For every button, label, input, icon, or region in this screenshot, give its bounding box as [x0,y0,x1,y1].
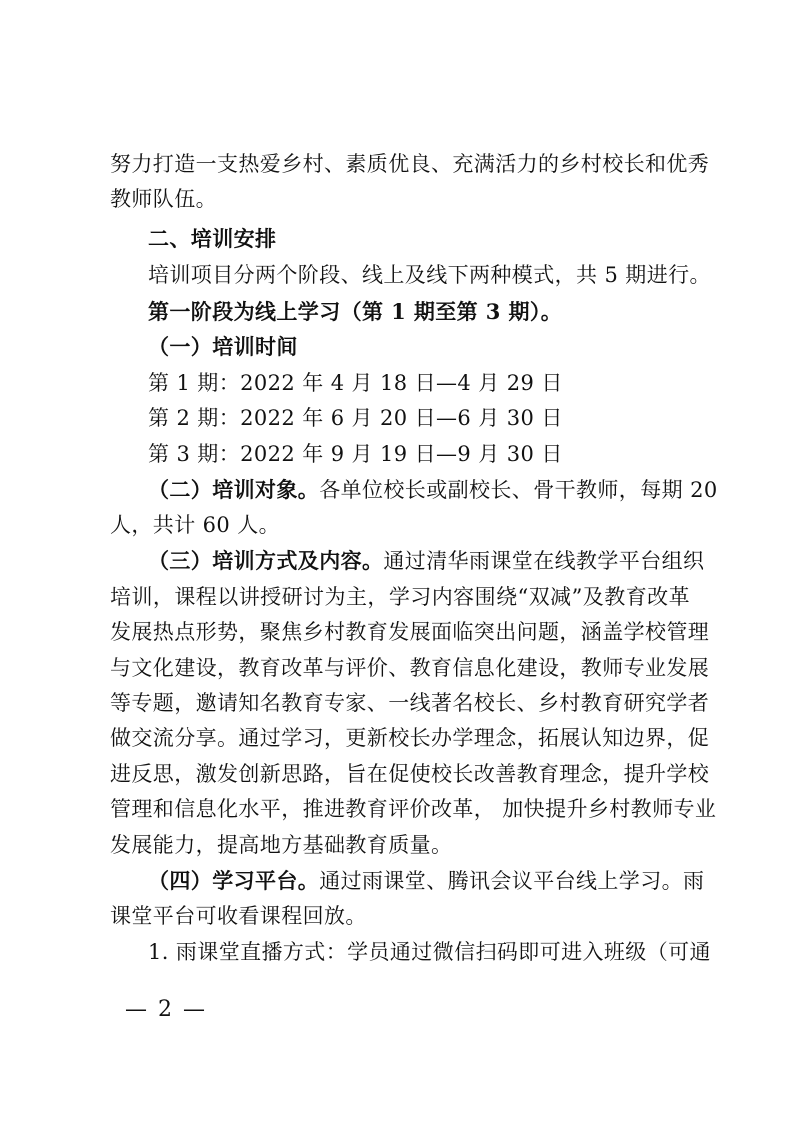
paragraph-text: 各单位校长或副校长、骨干教师，每期 20 [319,478,718,502]
paragraph-text: 通过清华雨课堂在线教学平台组织 [383,549,705,573]
section-heading: 二、培训安排 [148,227,277,251]
paragraph-line: 与文化建设，教育改革与评价、教育信息化建设，教师专业发展 [110,656,710,680]
paragraph-line: 努力打造一支热爱乡村、素质优良、充满活力的乡村校长和优秀 [110,152,710,176]
paragraph-line [148,867,705,895]
paragraph-text: 通过雨课堂、腾讯会议平台线上学习。雨 [319,869,705,893]
paragraph-line: 发展热点形势，聚焦乡村教育发展面临突出问题，涵盖学校管理 [110,620,710,644]
stage-heading: 第一阶段为线上学习（第 1 期至第 3 期）。 [148,299,563,324]
subsection-heading: （三）培训方式及内容。 [148,548,384,573]
paragraph-line: 教师队伍。 [110,187,217,211]
paragraph-line: 做交流分享。通过学习，更新校长办学理念，拓展认知边界，促 [110,726,710,750]
paragraph-line: 培训项目分两个阶段、线上及线下两种模式，共 5 期进行。 [148,263,711,287]
paragraph-line: 培训，课程以讲授研讨为主，学习内容围绕“双减”及教育改革 [110,585,690,609]
schedule-item: 第 1 期：2022 年 4 月 18 日—4 月 29 日 [148,371,563,395]
subsection-heading: （四）学习平台。 [148,868,320,893]
paragraph-line [148,476,718,504]
paragraph-line: 进反思，激发创新思路，旨在促使校长改善教育理念，提升学校 [110,762,710,786]
paragraph-line: 人，共计 60 人。 [110,513,281,537]
paragraph-line [148,547,705,575]
subsection-heading: （二）培训对象。 [148,477,320,502]
schedule-item: 第 2 期：2022 年 6 月 20 日—6 月 30 日 [148,406,563,430]
page-number: — 2 — [125,997,207,1022]
paragraph-line: 课堂平台可收看课程回放。 [110,904,367,928]
paragraph-line: 1. 雨课堂直播方式：学员通过微信扫码即可进入班级（可通 [148,940,711,964]
schedule-item: 第 3 期：2022 年 9 月 19 日—9 月 30 日 [148,442,563,466]
paragraph-line: 等专题，邀请知名教育专家、一线著名校长、乡村教育研究学者 [110,691,710,715]
paragraph-line: 发展能力，提高地方基础教育质量。 [110,833,453,857]
paragraph-line: 管理和信息化水平，推进教育评价改革， 加快提升乡村教师专业 [110,797,717,821]
subsection-heading: （一）培训时间 [148,334,298,359]
